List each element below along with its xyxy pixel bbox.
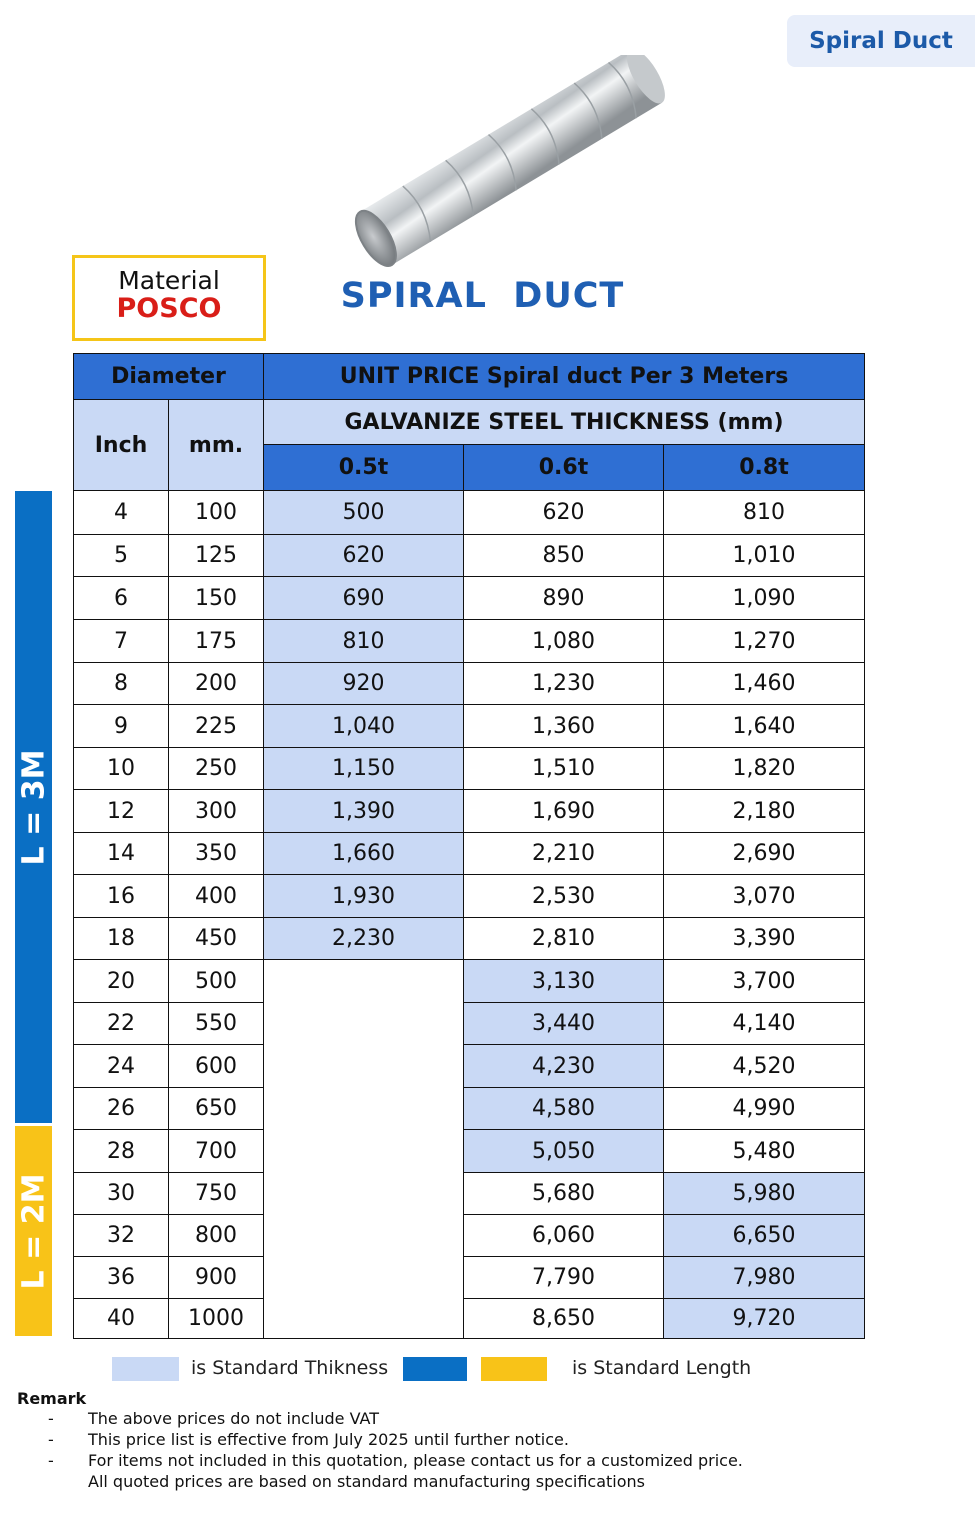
price-cell-08: 810 — [664, 491, 865, 535]
spiral-duct-tag: Spiral Duct — [787, 15, 975, 67]
inch-cell: 4 — [74, 491, 169, 535]
mm-cell: 450 — [169, 918, 264, 960]
table-row — [74, 875, 865, 918]
price-cell-06: 7,790 — [464, 1257, 664, 1299]
price-cell-06: 890 — [464, 577, 664, 620]
remark-item: - For items not included in this quotation, please contact us for a customized price. — [48, 1451, 743, 1470]
price-cell-05: 810 — [264, 620, 464, 663]
mm-cell: 900 — [169, 1257, 264, 1299]
mm-cell: 300 — [169, 790, 264, 833]
table-row — [74, 620, 865, 663]
mm-cell: 250 — [169, 748, 264, 790]
diameter-header: Diameter — [74, 354, 264, 400]
price-cell-06: 5,050 — [464, 1130, 664, 1173]
remark-title: Remark — [17, 1389, 87, 1408]
empty-cell — [264, 960, 464, 1339]
inch-cell: 8 — [74, 663, 169, 705]
table-row — [74, 748, 865, 790]
table-row — [74, 535, 865, 577]
price-cell-06: 8,650 — [464, 1299, 664, 1339]
inch-cell: 10 — [74, 748, 169, 790]
price-cell-06: 2,210 — [464, 833, 664, 875]
table-row — [74, 1215, 865, 1257]
table-row — [74, 577, 865, 620]
inch-cell: 32 — [74, 1215, 169, 1257]
mm-cell: 500 — [169, 960, 264, 1003]
legend — [0, 1355, 975, 1383]
table-row — [74, 1045, 865, 1088]
thickness-col-08: 0.8t — [664, 445, 865, 491]
price-cell-05: 500 — [264, 491, 464, 535]
price-cell-06: 6,060 — [464, 1215, 664, 1257]
price-cell-06: 1,690 — [464, 790, 664, 833]
mm-cell: 150 — [169, 577, 264, 620]
mm-cell: 700 — [169, 1130, 264, 1173]
price-cell-08: 1,640 — [664, 705, 865, 748]
inch-cell: 20 — [74, 960, 169, 1003]
unit-price-header: UNIT PRICE Spiral duct Per 3 Meters — [264, 354, 865, 400]
inch-cell: 7 — [74, 620, 169, 663]
price-cell-06: 4,230 — [464, 1045, 664, 1088]
price-cell-08: 1,460 — [664, 663, 865, 705]
price-cell-06: 3,130 — [464, 960, 664, 1003]
table-row — [74, 1257, 865, 1299]
inch-cell: 36 — [74, 1257, 169, 1299]
price-cell-08: 1,820 — [664, 748, 865, 790]
mm-cell: 600 — [169, 1045, 264, 1088]
inch-cell: 5 — [74, 535, 169, 577]
price-cell-05: 1,390 — [264, 790, 464, 833]
price-cell-05: 920 — [264, 663, 464, 705]
price-cell-05: 1,150 — [264, 748, 464, 790]
length-3m-bar — [15, 491, 52, 1123]
price-cell-08: 3,070 — [664, 875, 865, 918]
table-row — [74, 1173, 865, 1215]
inch-cell: 40 — [74, 1299, 169, 1339]
price-cell-08: 1,010 — [664, 535, 865, 577]
remark-item: - The above prices do not include VAT — [48, 1409, 380, 1428]
mm-cell: 800 — [169, 1215, 264, 1257]
price-cell-08: 6,650 — [664, 1215, 865, 1257]
table-row — [74, 1299, 865, 1339]
inch-cell: 28 — [74, 1130, 169, 1173]
price-cell-05: 1,040 — [264, 705, 464, 748]
price-cell-08: 5,980 — [664, 1173, 865, 1215]
price-cell-06: 2,530 — [464, 875, 664, 918]
mm-cell: 175 — [169, 620, 264, 663]
price-cell-05: 620 — [264, 535, 464, 577]
table-row — [74, 790, 865, 833]
thickness-col-05: 0.5t — [264, 445, 464, 491]
thickness-header: GALVANIZE STEEL THICKNESS (mm) — [264, 400, 865, 445]
price-cell-06: 1,230 — [464, 663, 664, 705]
table-row — [74, 663, 865, 705]
price-cell-08: 5,480 — [664, 1130, 865, 1173]
inch-cell: 9 — [74, 705, 169, 748]
legend-length-text: is Standard Length — [572, 1357, 752, 1379]
inch-cell: 30 — [74, 1173, 169, 1215]
price-cell-08: 9,720 — [664, 1299, 865, 1339]
price-cell-05: 690 — [264, 577, 464, 620]
mm-cell: 125 — [169, 535, 264, 577]
mm-cell: 350 — [169, 833, 264, 875]
price-cell-08: 2,180 — [664, 790, 865, 833]
table-row — [74, 1003, 865, 1045]
price-cell-05: 1,930 — [264, 875, 464, 918]
price-cell-08: 1,090 — [664, 577, 865, 620]
table-row — [74, 1130, 865, 1173]
material-label: Material — [118, 266, 220, 295]
table-row — [74, 705, 865, 748]
mm-cell: 550 — [169, 1003, 264, 1045]
price-cell-05: 2,230 — [264, 918, 464, 960]
length-3m-label: L = 3M — [16, 749, 51, 865]
spiral-duct-image — [320, 55, 690, 270]
mm-cell: 200 — [169, 663, 264, 705]
table-row — [74, 833, 865, 875]
mm-cell: 100 — [169, 491, 264, 535]
price-cell-06: 2,810 — [464, 918, 664, 960]
inch-cell: 6 — [74, 577, 169, 620]
price-cell-06: 5,680 — [464, 1173, 664, 1215]
price-cell-08: 4,990 — [664, 1088, 865, 1130]
inch-cell: 22 — [74, 1003, 169, 1045]
inch-cell: 18 — [74, 918, 169, 960]
price-cell-06: 1,510 — [464, 748, 664, 790]
remark-item: - This price list is effective from July 2025 until further notice. — [48, 1430, 569, 1449]
legend-swatch-length-yellow — [481, 1357, 547, 1381]
price-cell-08: 4,140 — [664, 1003, 865, 1045]
legend-swatch-thickness — [112, 1357, 179, 1381]
length-2m-label: L = 2M — [16, 1173, 51, 1289]
inch-cell: 16 — [74, 875, 169, 918]
price-cell-06: 3,440 — [464, 1003, 664, 1045]
inch-cell: 26 — [74, 1088, 169, 1130]
price-cell-06: 4,580 — [464, 1088, 664, 1130]
inch-cell: 14 — [74, 833, 169, 875]
price-cell-08: 2,690 — [664, 833, 865, 875]
price-cell-08: 3,390 — [664, 918, 865, 960]
price-cell-05: 1,660 — [264, 833, 464, 875]
mm-cell: 400 — [169, 875, 264, 918]
legend-swatch-length-blue — [403, 1357, 467, 1381]
inch-cell: 24 — [74, 1045, 169, 1088]
mm-header: mm. — [169, 400, 264, 491]
price-cell-08: 1,270 — [664, 620, 865, 663]
price-cell-08: 4,520 — [664, 1045, 865, 1088]
price-cell-08: 3,700 — [664, 960, 865, 1003]
price-cell-06: 850 — [464, 535, 664, 577]
thickness-col-06: 0.6t — [464, 445, 664, 491]
remark-item: All quoted prices are based on standard manufacturing specifications — [88, 1472, 645, 1491]
table-row — [74, 918, 865, 960]
mm-cell: 225 — [169, 705, 264, 748]
table-row — [74, 491, 865, 535]
price-table — [73, 353, 865, 1339]
table-row — [74, 1088, 865, 1130]
page-title: SPIRAL DUCT — [340, 276, 625, 316]
material-value: POSCO — [116, 293, 222, 324]
remark-section — [17, 1389, 743, 1492]
inch-header: Inch — [74, 400, 169, 491]
mm-cell: 650 — [169, 1088, 264, 1130]
length-2m-bar — [15, 1126, 52, 1336]
legend-thickness-text: is Standard Thikness — [191, 1357, 389, 1379]
mm-cell: 750 — [169, 1173, 264, 1215]
price-cell-06: 1,080 — [464, 620, 664, 663]
price-cell-06: 620 — [464, 491, 664, 535]
price-cell-06: 1,360 — [464, 705, 664, 748]
mm-cell: 1000 — [169, 1299, 264, 1339]
inch-cell: 12 — [74, 790, 169, 833]
price-table-body — [74, 491, 865, 1339]
price-cell-08: 7,980 — [664, 1257, 865, 1299]
table-row — [74, 960, 865, 1003]
material-box — [72, 255, 266, 341]
